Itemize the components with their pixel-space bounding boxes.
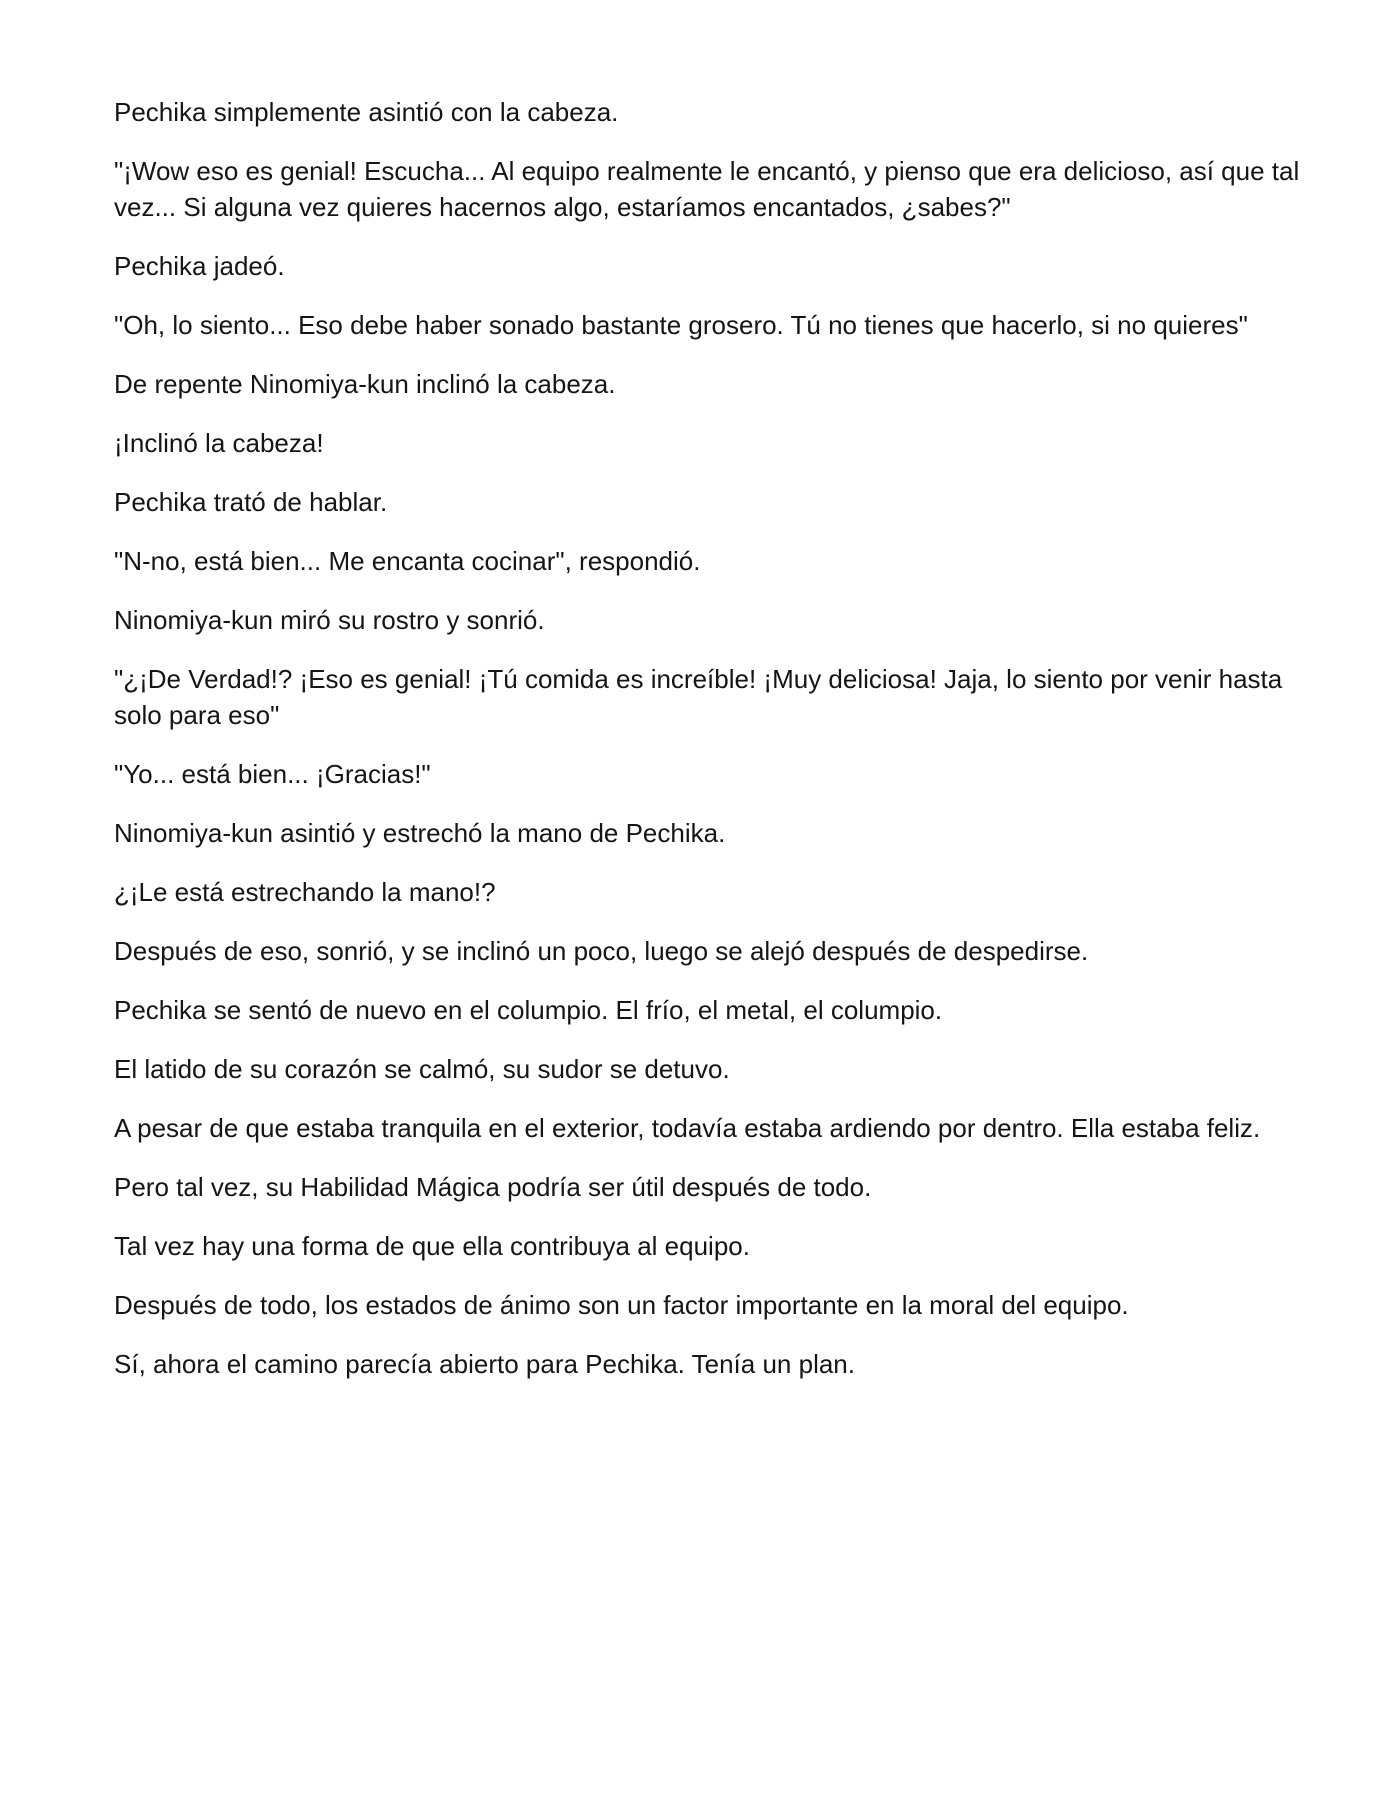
paragraph: De repente Ninomiya-kun inclinó la cabeza. [114, 369, 616, 399]
paragraph: Pechika simplemente asintió con la cabeza. [114, 97, 619, 127]
paragraph: A pesar de que estaba tranquila en el exterior, todavía estaba ardiendo por dentro. Ella estaba feliz. [114, 1113, 1261, 1143]
paragraph: ¡Inclinó la cabeza! [114, 428, 324, 458]
paragraph: Pechika trató de hablar. [114, 487, 388, 517]
paragraph: El latido de su corazón se calmó, su sudor se detuvo. [114, 1054, 730, 1084]
paragraph: Ninomiya-kun asintió y estrechó la mano de Pechika. [114, 818, 726, 848]
paragraph: "Yo... está bien... ¡Gracias!" [114, 759, 431, 789]
paragraph: "¡Wow eso es genial! Escucha... Al equipo realmente le encantó, y pienso que era delicioso, así que tal vez... Si alguna vez quieres hacernos algo, estaríamos encantados, ¿sabes?" [114, 156, 1300, 222]
paragraph: Sí, ahora el camino parecía abierto para Pechika. Tenía un plan. [114, 1349, 855, 1379]
document-body [114, 94, 1334, 1405]
paragraph: Después de todo, los estados de ánimo son un factor importante en la moral del equipo. [114, 1290, 1129, 1320]
paragraph: Ninomiya-kun miró su rostro y sonrió. [114, 605, 545, 635]
paragraph: "N-no, está bien... Me encanta cocinar", respondió. [114, 546, 701, 576]
paragraph: Pero tal vez, su Habilidad Mágica podría ser útil después de todo. [114, 1172, 872, 1202]
paragraph: ¿¡Le está estrechando la mano!? [114, 877, 496, 907]
paragraph: Pechika jadeó. [114, 251, 285, 281]
paragraph: "Oh, lo siento... Eso debe haber sonado bastante grosero. Tú no tienes que hacerlo, si no quieres" [114, 310, 1248, 340]
paragraph: "¿¡De Verdad!? ¡Eso es genial! ¡Tú comida es increíble! ¡Muy deliciosa! Jaja, lo siento por venir hasta solo para eso" [114, 664, 1283, 730]
paragraph: Pechika se sentó de nuevo en el columpio. El frío, el metal, el columpio. [114, 995, 943, 1025]
paragraph: Después de eso, sonrió, y se inclinó un poco, luego se alejó después de despedirse. [114, 936, 1089, 966]
paragraph: Tal vez hay una forma de que ella contribuya al equipo. [114, 1231, 750, 1261]
